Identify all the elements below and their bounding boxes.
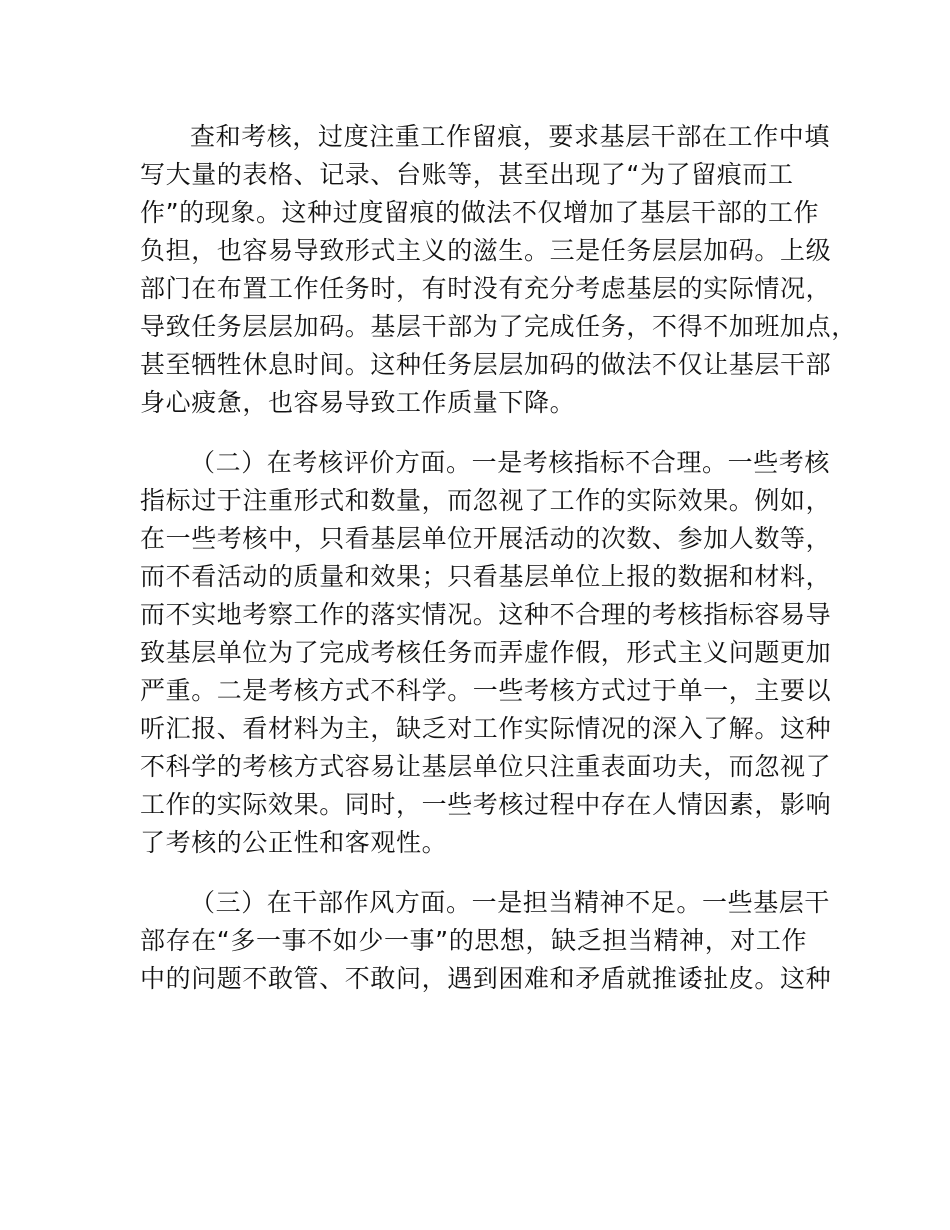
text-line: 致基层单位为了完成考核任务而弄虚作假，形式主义问题更加 [140,638,832,667]
text-line: 听汇报、看材料为主，缺乏对工作实际情况的深入了解。这种 [140,714,832,743]
text-line: 工作的实际效果。同时，一些考核过程中存在人情因素，影响 [140,790,832,819]
text-line: （三）在干部作风方面。一是担当精神不足。一些基层干 [190,888,831,917]
text-line: 部存在“多一事不如少一事”的思想，缺乏担当精神，对工作 [140,926,808,955]
paragraph-3 [140,884,840,998]
text-line: 导致任务层层加码。基层干部为了完成任务，不得不加班加点， [140,312,857,341]
paragraph-1 [140,118,857,422]
text-line: 中的问题不敢管、不敢问，遇到困难和矛盾就推诿扯皮。这种 [140,964,832,993]
text-line: 写大量的表格、记录、台账等，甚至出现了“为了留痕而工 [140,160,794,189]
text-line: 查和考核，过度注重工作留痕，要求基层干部在工作中填 [190,122,831,151]
document-body [140,118,857,998]
text-line: 身心疲惫，也容易导致工作质量下降。 [140,388,576,417]
text-line: 了考核的公正性和客观性。 [140,828,448,857]
text-line: 在一些考核中，只看基层单位开展活动的次数、参加人数等， [140,524,832,553]
text-line: （二）在考核评价方面。一是考核指标不合理。一些考核 [190,448,831,477]
text-line: 严重。二是考核方式不科学。一些考核方式过于单一，主要以 [140,676,832,705]
text-line: 作”的现象。这种过度留痕的做法不仅增加了基层干部的工作 [140,198,820,227]
text-line: 指标过于注重形式和数量，而忽视了工作的实际效果。例如， [140,486,832,515]
text-line: 而不实地考察工作的落实情况。这种不合理的考核指标容易导 [140,600,832,629]
text-line: 负担，也容易导致形式主义的滋生。三是任务层层加码。上级 [140,236,832,265]
text-line: 不科学的考核方式容易让基层单位只注重表面功夫，而忽视了 [140,752,832,781]
text-line: 而不看活动的质量和效果；只看基层单位上报的数据和材料， [140,562,832,591]
text-line: 部门在布置工作任务时，有时没有充分考虑基层的实际情况， [140,274,832,303]
text-line: 甚至牺牲休息时间。这种任务层层加码的做法不仅让基层干部 [140,350,832,379]
paragraph-2 [140,444,840,862]
